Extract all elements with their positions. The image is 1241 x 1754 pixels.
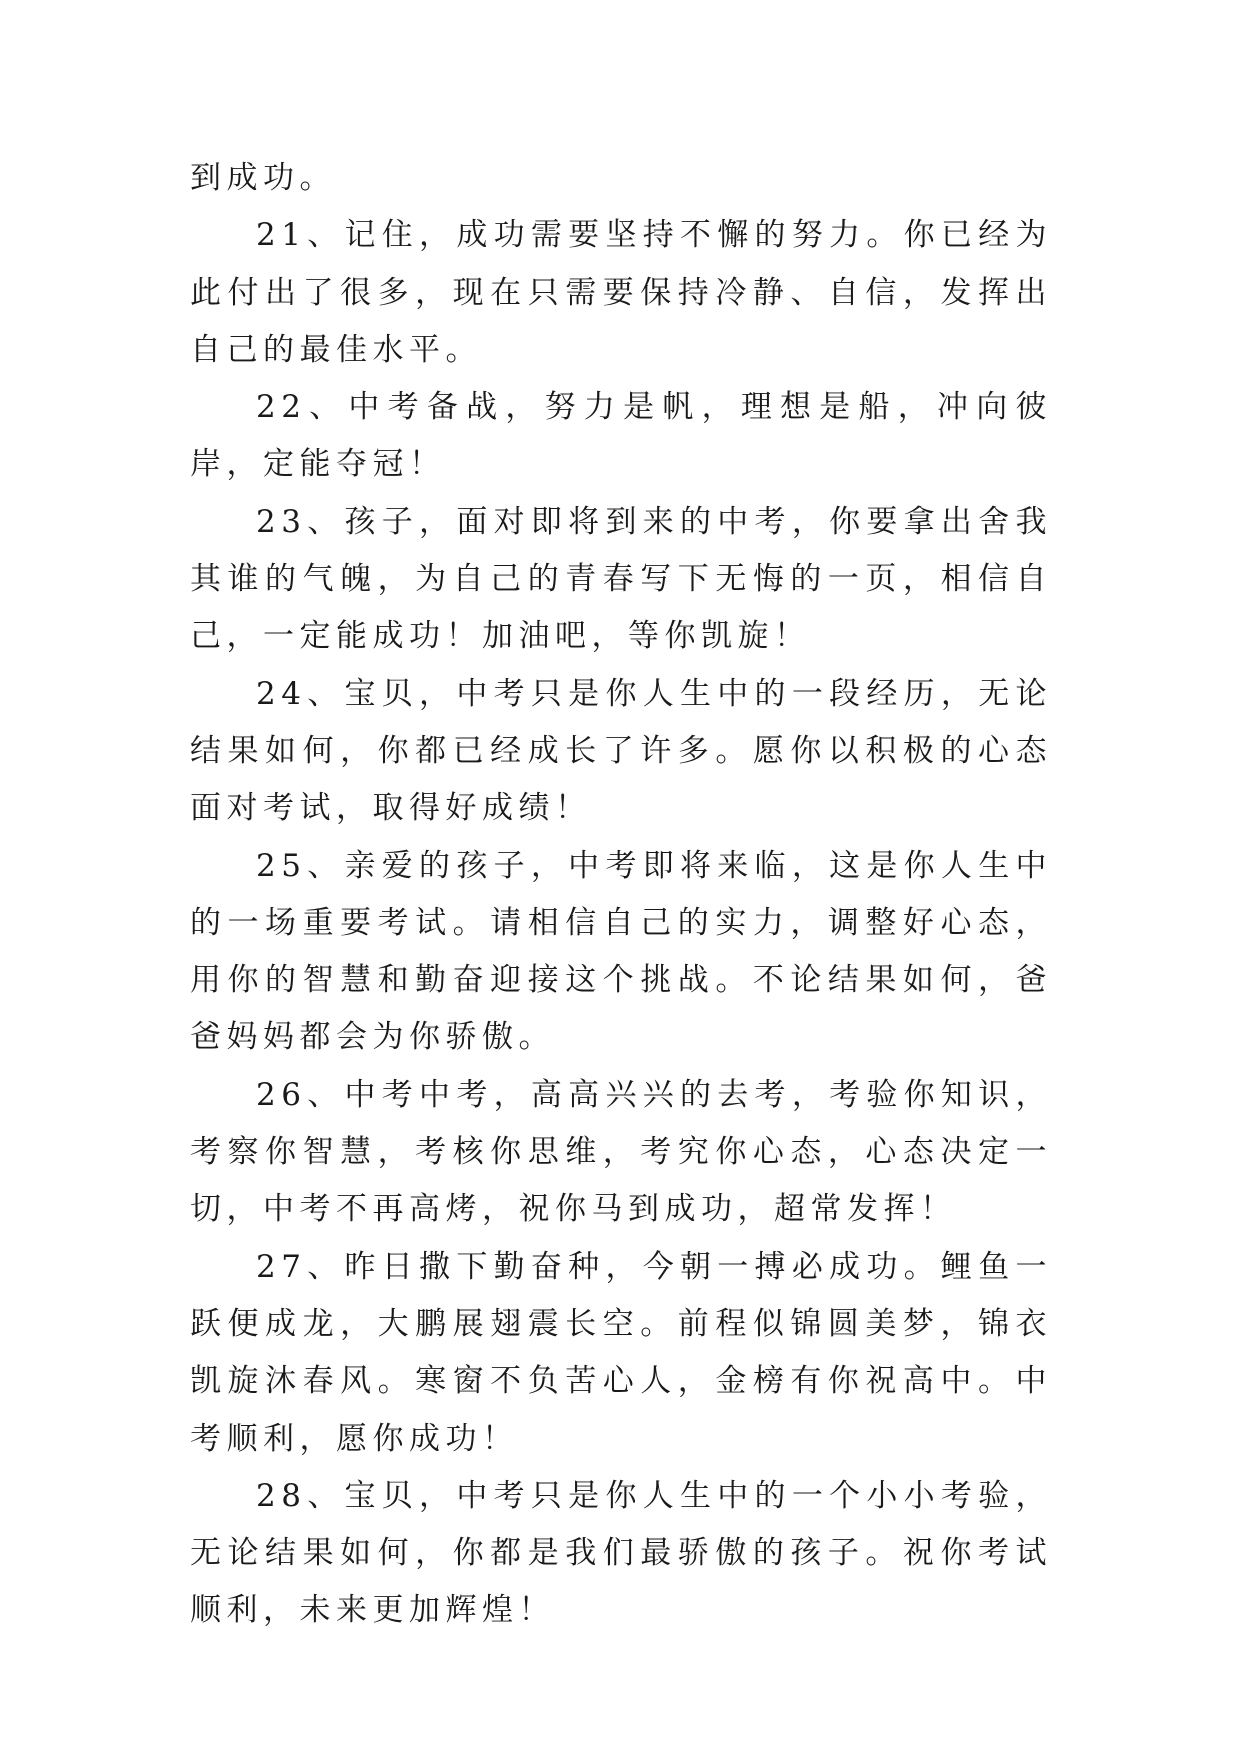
paragraph-21: 21、记住，成功需要坚持不懈的努力。你已经为此付出了很多，现在只需要保持冷静、自信，发挥出自己的最佳水平。 [190, 217, 1052, 368]
paragraph-24: 24、宝贝，中考只是你人生中的一段经历，无论结果如何，你都已经成长了许多。愿你以积极的心态面对考试，取得好成绩！ [190, 675, 1052, 827]
paragraph-26: 26、中考中考，高高兴兴的去考，考验你知识，考察你智慧，考核你思维，考究你心态，心态决定一切，中考不再高烤，祝你马到成功，超常发挥！ [190, 1076, 1052, 1228]
document-body [190, 150, 1052, 1640]
paragraph-22: 22、中考备战，努力是帆，理想是船，冲向彼岸，定能夺冠！ [190, 389, 1052, 483]
paragraph-28: 28、宝贝，中考只是你人生中的一个小小考验，无论结果如何，你都是我们最骄傲的孩子。祝你考试顺利，未来更加辉煌！ [190, 1477, 1052, 1629]
paragraph-continuation: 到成功。 [190, 160, 336, 196]
paragraph-25: 25、亲爱的孩子，中考即将来临，这是你人生中的一场重要考试。请相信自己的实力，调整好心态，用你的智慧和勤奋迎接这个挑战。不论结果如何，爸爸妈妈都会为你骄傲。 [190, 847, 1052, 1056]
paragraph-23: 23、孩子，面对即将到来的中考，你要拿出舍我其谁的气魄，为自己的青春写下无悔的一页，相信自己，一定能成功！加油吧，等你凯旋！ [190, 503, 1052, 655]
paragraph-27: 27、昨日撒下勤奋种，今朝一搏必成功。鲤鱼一跃便成龙，大鹏展翅震长空。前程似锦圆美梦，锦衣凯旋沐春风。寒窗不负苦心人，金榜有你祝高中。中考顺利，愿你成功！ [190, 1248, 1052, 1457]
